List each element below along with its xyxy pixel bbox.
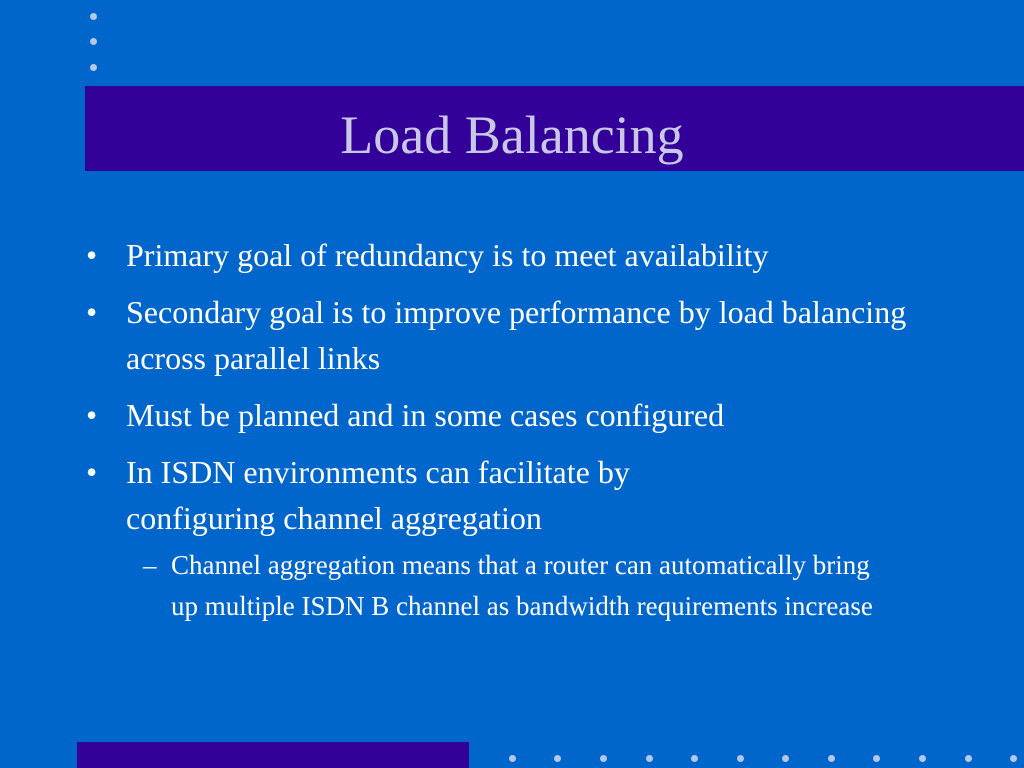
decor-dot (737, 755, 744, 762)
bullet-mark: • (86, 237, 98, 273)
decor-dot (691, 755, 698, 762)
decor-dot (782, 755, 789, 762)
bullet-mark: • (86, 454, 98, 490)
bullet-text: Must be planned and in some cases configured (126, 397, 725, 433)
bullet-text: Primary goal of redundancy is to meet availability (126, 237, 769, 273)
bullet-text: In ISDN environments can facilitate by configuring channel aggregation (126, 454, 630, 536)
sub-bullet-mark: – (143, 550, 157, 580)
bullet-item (86, 449, 786, 541)
decor-dot (509, 755, 516, 762)
decor-dot (1010, 755, 1017, 762)
sub-bullet-item (86, 545, 891, 627)
decor-dot (965, 755, 972, 762)
decor-dot (90, 38, 97, 45)
decor-dot (919, 755, 926, 762)
bullet-text: Secondary goal is to improve performance by load balancing across parallel links (126, 294, 907, 376)
footer-band (77, 742, 469, 768)
decor-dot (90, 13, 97, 20)
decor-dot (873, 755, 880, 762)
decor-dot (646, 755, 653, 762)
bullet-item (86, 289, 956, 381)
bullet-mark: • (86, 397, 98, 433)
sub-bullet-text: Channel aggregation means that a router can automatically bring up multiple ISDN B channel as bandwidth requirements increase (171, 550, 873, 621)
decor-dot (554, 755, 561, 762)
decor-dot (600, 755, 607, 762)
slide-title: Load Balancing (340, 105, 684, 165)
slide-body (86, 232, 986, 627)
bullet-mark: • (86, 294, 98, 330)
decor-dot (828, 755, 835, 762)
bullet-item (86, 232, 1006, 278)
bullet-item (86, 392, 1006, 438)
decor-dot (90, 64, 97, 71)
